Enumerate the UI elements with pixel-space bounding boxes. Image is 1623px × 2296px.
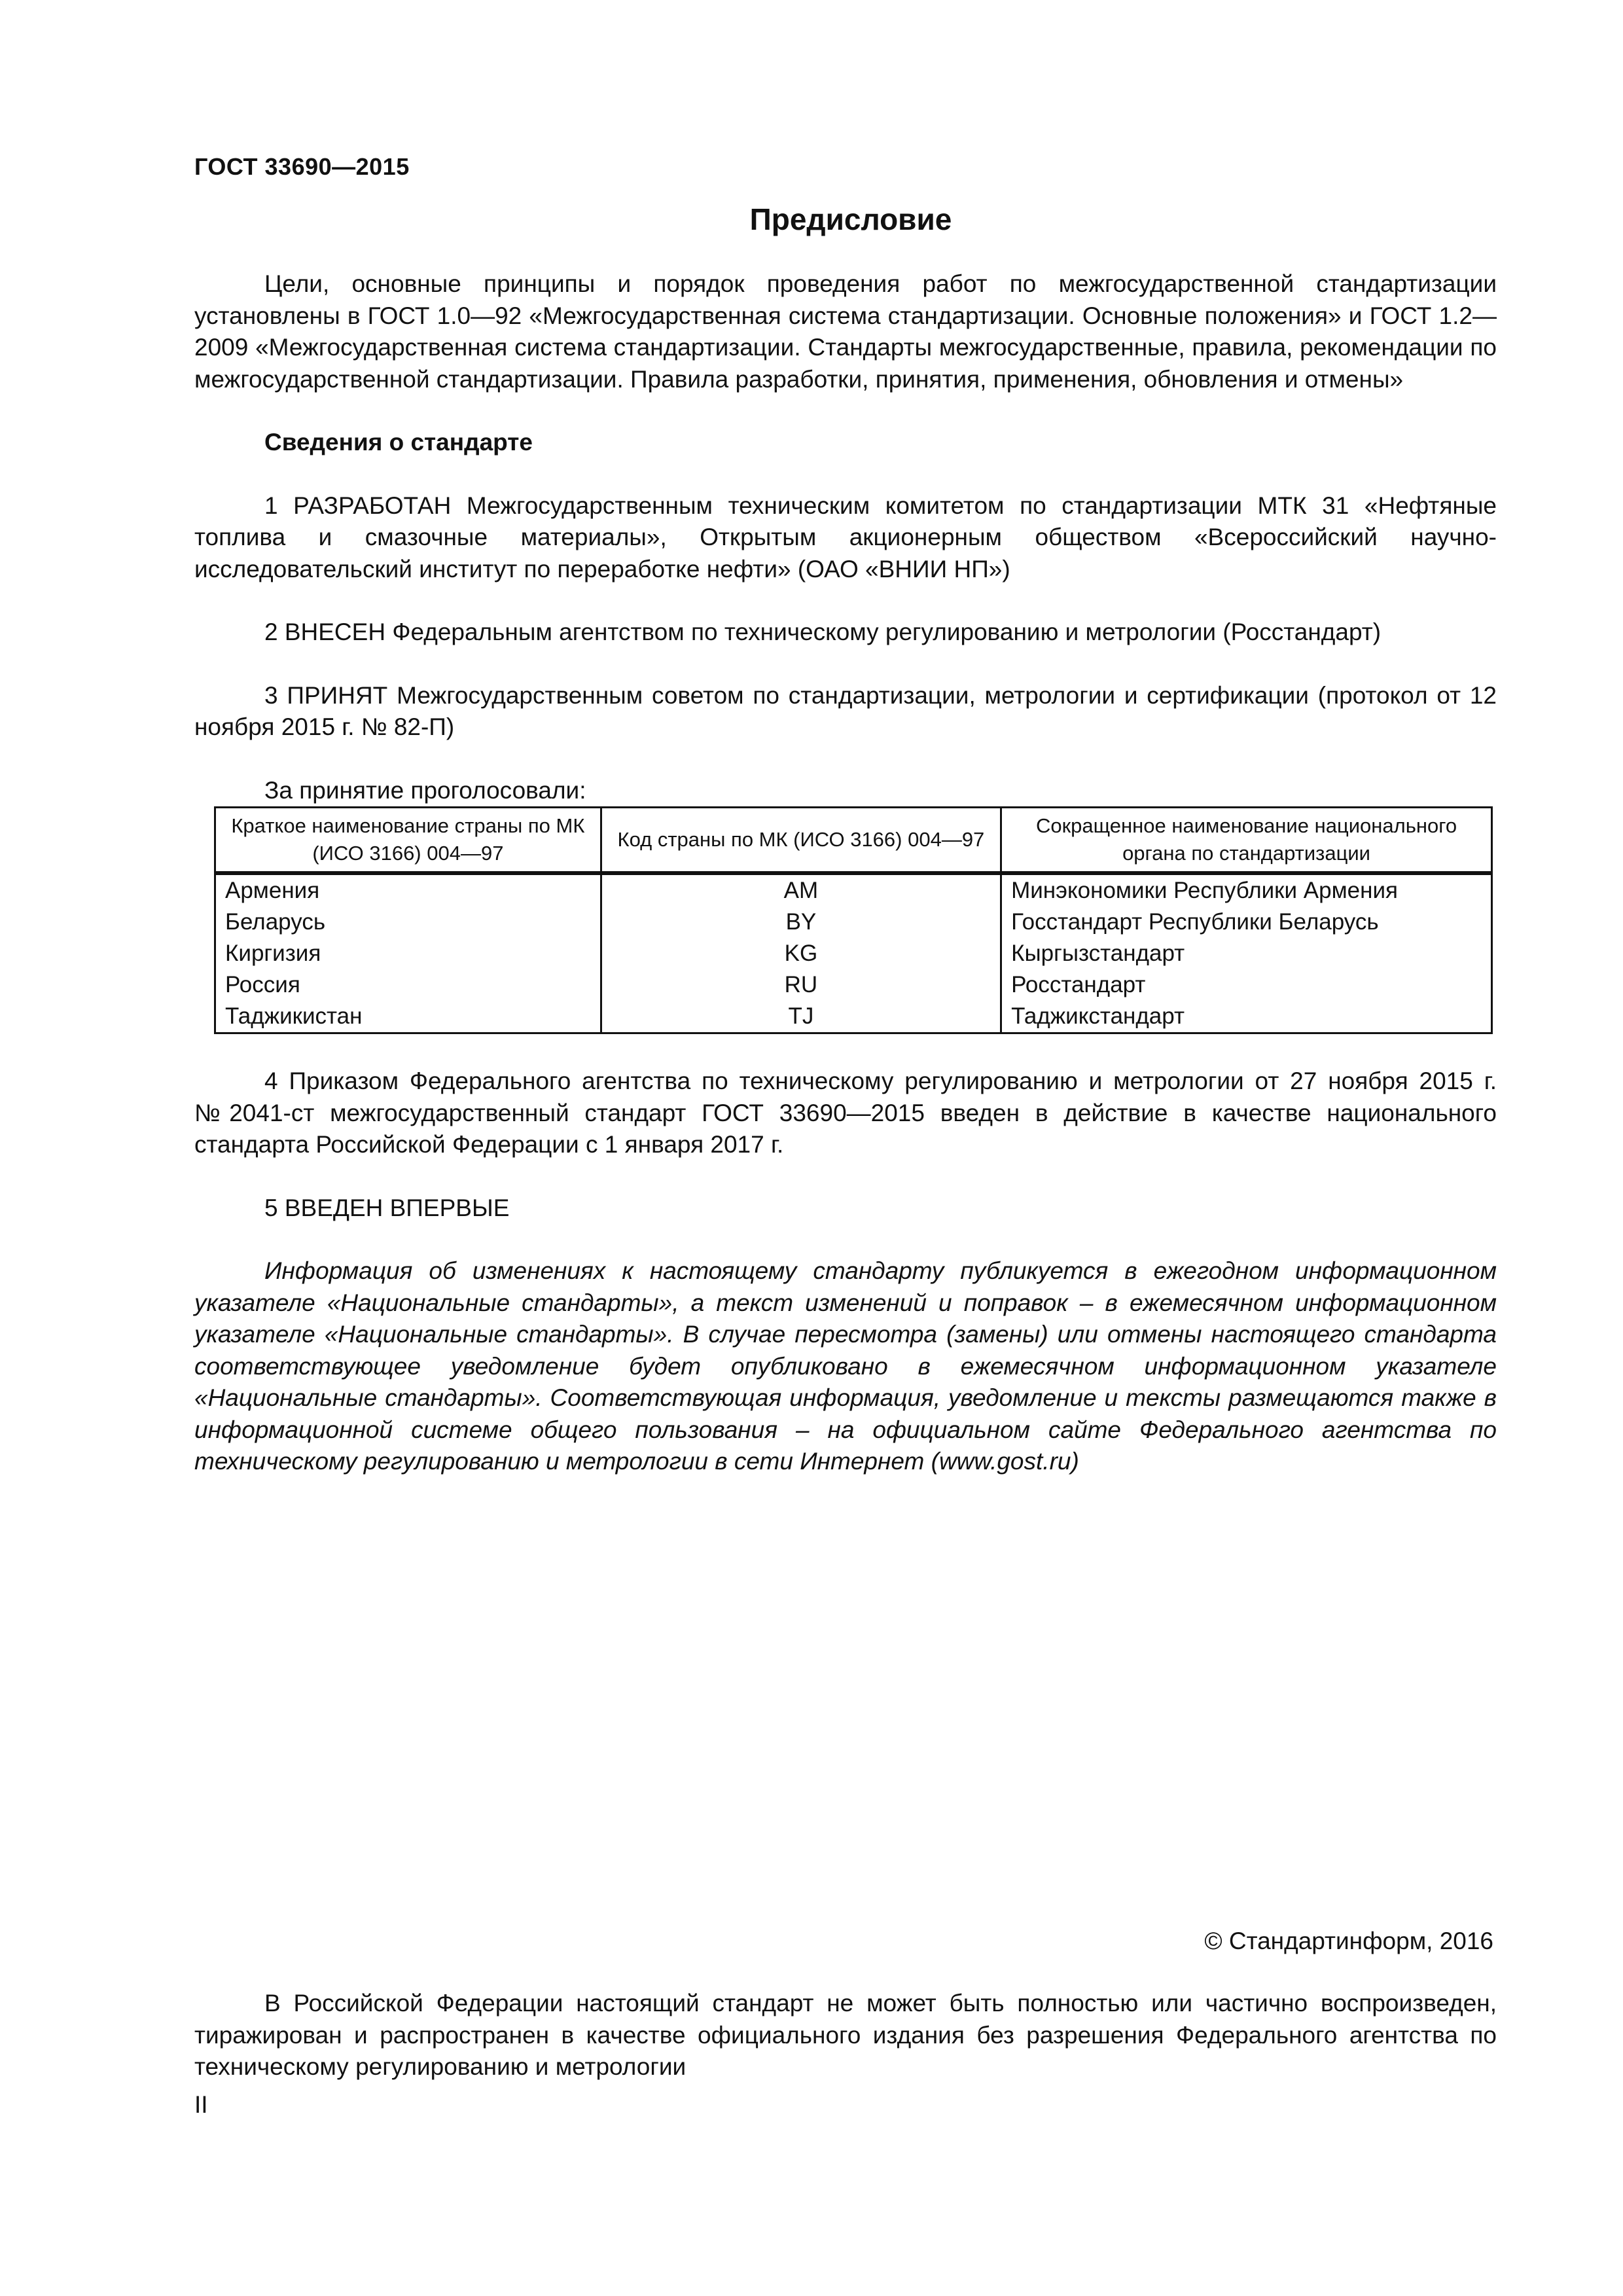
country-name-cell: Беларусь [215, 906, 601, 938]
table-row [215, 969, 1492, 1001]
country-name-cell: Армения [215, 873, 601, 906]
national-body-cell: Росстандарт [1001, 969, 1492, 1001]
voted-label: За принятие проголосовали: [264, 776, 586, 804]
item-developed: 1 РАЗРАБОТАН Межгосударственным техническим комитетом по стандартизации МТК 31 «Нефтяные топлива и смазочные материалы», Открытым акционерным обществом «Всероссийский научно-исследовательский институт по переработке нефти» (ОАО «ВНИИ НП») [194, 492, 1497, 583]
table-row [215, 938, 1492, 969]
document-id-header: ГОСТ 33690—2015 [194, 153, 410, 180]
copyright-notice: © Стандартинформ, 2016 [1204, 1928, 1493, 1954]
national-body-cell: Минэкономики Республики Армения [1001, 873, 1492, 906]
national-body-cell: Таджикстандарт [1001, 1001, 1492, 1033]
intro-paragraph: Цели, основные принципы и порядок проведения работ по межгосударственной стандартизации установлены в ГОСТ 1.0—92 «Межгосударственная система стандартизации. Основные положения» и ГОСТ 1.2—2009 «Межгосударственная система стандартизации. Стандарты межгосударственные, правила, рекомендации по межгосударственной стандартизации. Правила разработки, принятия, применения, обновления и отмены» [194, 270, 1497, 393]
country-name-cell: Россия [215, 969, 601, 1001]
preface-body [194, 268, 1497, 1478]
table-row [215, 906, 1492, 938]
table-row [215, 1001, 1492, 1033]
item-first-time: 5 ВВЕДЕН ВПЕРВЫЕ [264, 1194, 510, 1221]
info-heading: Сведения о стандарте [264, 429, 533, 456]
table-header-cell: Сокращенное наименование национального органа по стандартизации [1001, 808, 1492, 874]
item-adopted: 3 ПРИНЯТ Межгосударственным советом по стандартизации, метрологии и сертификации (протокол от 12 ноября 2015 г. № 82-П) [194, 681, 1497, 740]
national-body-cell: Кыргызстандарт [1001, 938, 1492, 969]
table-header-cell: Код страны по МК (ИСО 3166) 004—97 [601, 808, 1001, 874]
reproduction-notice [194, 1988, 1497, 2083]
voting-table [214, 806, 1493, 1034]
page-number: II [194, 2091, 208, 2118]
reproduction-notice-text: В Российской Федерации настоящий стандарт не может быть полностью или частично воспроизведен, тиражирован и распространен в качестве официального издания без разрешения Федерального агентства по техническому регулированию и метрологии [194, 1990, 1497, 2080]
country-code-cell: TJ [601, 1001, 1001, 1033]
country-name-cell: Киргизия [215, 938, 601, 969]
national-body-cell: Госстандарт Республики Беларусь [1001, 906, 1492, 938]
changes-info-paragraph: Информация об изменениях к настоящему стандарту публикуется в ежегодном информационном указателе «Национальные стандарты», а текст изменений и поправок – в ежемесячном информационном указателе «Национальные стандарты». В случае пересмотра (замены) или отмены настоящего стандарта соответствующее уведомление будет опубликовано в ежемесячном информационном указателе «Национальные стандарты». Соответствующая информация, уведомление и тексты размещаются также в информационной системе общего пользования – на официальном сайте Федерального агентства по техническому регулированию и метрологии в сети Интернет (www.gost.ru) [194, 1257, 1497, 1475]
table-header-row [215, 808, 1492, 874]
item-order: 4 Приказом Федерального агентства по техническому регулированию и метрологии от 27 ноября 2015 г. №2041-ст межгосударственный стандарт ГОСТ 33690—2015 введен в действие в качестве национального стандарта Российской Федерации с 1 января 2017 г. [194, 1067, 1497, 1158]
page-title: Предисловие [749, 202, 952, 236]
country-code-cell: KG [601, 938, 1001, 969]
item-submitted: 2 ВНЕСЕН Федеральным агентством по техническому регулированию и метрологии (Росстандарт) [264, 619, 1382, 645]
table-row [215, 873, 1492, 906]
country-code-cell: AM [601, 873, 1001, 906]
table-header-cell: Краткое наименование страны по МК (ИСО 3166) 004—97 [215, 808, 601, 874]
country-code-cell: BY [601, 906, 1001, 938]
country-code-cell: RU [601, 969, 1001, 1001]
country-name-cell: Таджикистан [215, 1001, 601, 1033]
